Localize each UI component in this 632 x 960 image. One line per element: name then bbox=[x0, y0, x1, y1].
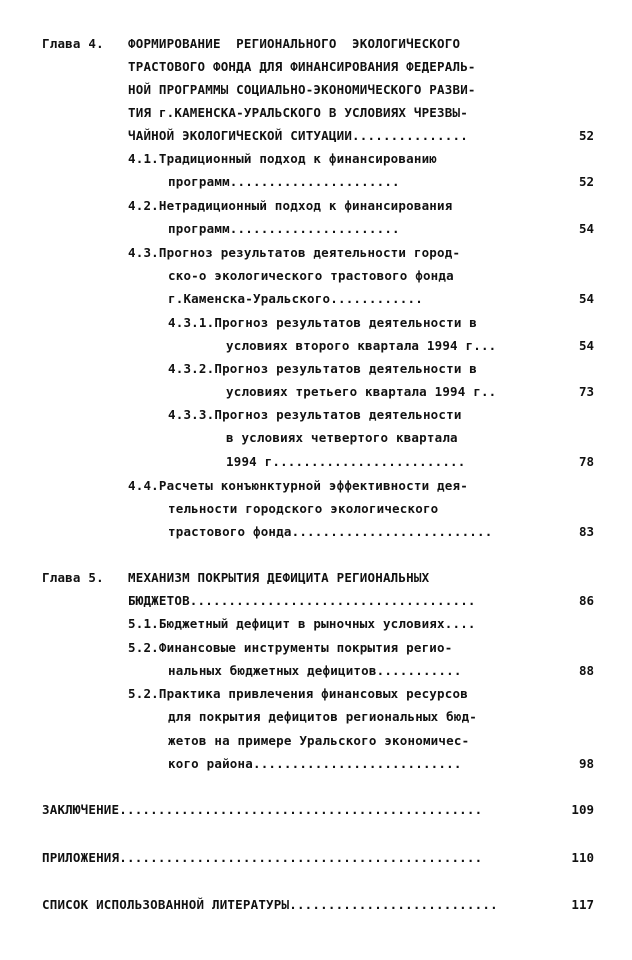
section-5-2b-line-4: кого района........................... bbox=[168, 756, 462, 771]
section-5-2b-page: 98 bbox=[578, 756, 594, 771]
section-5-2a-line-1: 5.2.Финансовые инструменты покрытия регио- bbox=[128, 640, 453, 655]
section-4-3-line-2: ско-о экологического трастового фонда bbox=[168, 268, 454, 283]
section-4-3-3-page: 78 bbox=[578, 454, 594, 469]
section-4-3-3-line-1: 4.3.3.Прогноз результатов деятельности bbox=[168, 407, 462, 422]
section-4-3-2-line-1: 4.3.2.Прогноз результатов деятельности в bbox=[168, 361, 478, 376]
section-4-2-line-2: программ...................... bbox=[168, 221, 400, 236]
chapter-4-title-line-1: ФОРМИРОВАНИЕ РЕГИОНАЛЬНОГО ЭКОЛОГИЧЕСКОГО bbox=[128, 36, 461, 51]
section-4-1-line-1: 4.1.Традиционный подход к финансированию bbox=[128, 151, 438, 166]
section-5-2b-line-1: 5.2.Практика привлечения финансовых ресурсов bbox=[128, 686, 468, 701]
chapter-5-title-line-1: МЕХАНИЗМ ПОКРЫТИЯ ДЕФИЦИТА РЕГИОНАЛЬНЫХ bbox=[128, 570, 430, 585]
section-4-3-1-page: 54 bbox=[578, 338, 594, 353]
appendix-label: ПРИЛОЖЕНИЯ............................................... bbox=[42, 850, 483, 865]
chapter-5-label: Глава 5. bbox=[42, 570, 104, 585]
section-4-1-page: 52 bbox=[578, 174, 594, 189]
appendix-page: 110 bbox=[571, 850, 594, 865]
conclusion-page: 109 bbox=[571, 802, 594, 817]
section-4-3-2-page: 73 bbox=[578, 384, 594, 399]
section-4-2-page: 54 bbox=[578, 221, 594, 236]
section-4-3-1-line-2: условиях второго квартала 1994 г... bbox=[226, 338, 497, 353]
section-5-2a-page: 88 bbox=[578, 663, 594, 678]
section-4-3-line-1: 4.3.Прогноз результатов деятельности город- bbox=[128, 245, 461, 260]
conclusion-label: ЗАКЛЮЧЕНИЕ............................................... bbox=[42, 802, 483, 817]
chapter-4-title-line-5: ЧАЙНОЙ ЭКОЛОГИЧЕСКОЙ СИТУАЦИИ............... bbox=[128, 128, 468, 143]
section-5-1-line-1: 5.1.Бюджетный дефицит в рыночных условиях.... bbox=[128, 616, 476, 631]
section-4-4-page: 83 bbox=[578, 524, 594, 539]
section-5-2b-line-3: жетов на примере Уральского экономичес- bbox=[168, 733, 470, 748]
chapter-4-title-line-2: ТРАСТОВОГО ФОНДА ДЛЯ ФИНАНСИРОВАНИЯ ФЕДЕРАЛЬ- bbox=[128, 59, 476, 74]
references-page: 117 bbox=[571, 897, 594, 912]
section-4-1-line-2: программ...................... bbox=[168, 174, 400, 189]
references-label: СПИСОК ИСПОЛЬЗОВАННОЙ ЛИТЕРАТУРЫ........................... bbox=[42, 897, 498, 912]
section-4-3-1-line-1: 4.3.1.Прогноз результатов деятельности в bbox=[168, 315, 478, 330]
chapter-4-title-line-3: НОЙ ПРОГРАММЫ СОЦИАЛЬНО-ЭКОНОМИЧЕСКОГО РАЗВИ- bbox=[128, 82, 476, 97]
section-4-4-line-3: трастового фонда.......................... bbox=[168, 524, 493, 539]
section-4-4-line-2: тельности городского экологического bbox=[168, 501, 439, 516]
section-4-3-3-line-3: 1994 г......................... bbox=[226, 454, 466, 469]
chapter-4-page: 52 bbox=[578, 128, 594, 143]
section-4-3-2-line-2: условиях третьего квартала 1994 г.. bbox=[226, 384, 497, 399]
chapter-5-page: 86 bbox=[578, 593, 594, 608]
chapter-4-title-line-4: ТИЯ г.КАМЕНСКА-УРАЛЬСКОГО В УСЛОВИЯХ ЧРЕЗВЫ- bbox=[128, 105, 468, 120]
chapter-4-label: Глава 4. bbox=[42, 36, 104, 51]
section-4-2-line-1: 4.2.Нетрадиционный подход к финансирования bbox=[128, 198, 453, 213]
section-4-3-3-line-2: в условиях четвертого квартала bbox=[226, 430, 458, 445]
chapter-5-title-line-2: БЮДЖЕТОВ..................................... bbox=[128, 593, 476, 608]
section-5-2a-line-2: нальных бюджетных дефицитов........... bbox=[168, 663, 462, 678]
section-4-3-line-3: г.Каменска-Уральского............ bbox=[168, 291, 423, 306]
section-4-4-line-1: 4.4.Расчеты конъюнктурной эффективности дея- bbox=[128, 478, 468, 493]
section-4-3-page: 54 bbox=[578, 291, 594, 306]
section-5-2b-line-2: для покрытия дефицитов региональных бюд- bbox=[168, 709, 478, 724]
